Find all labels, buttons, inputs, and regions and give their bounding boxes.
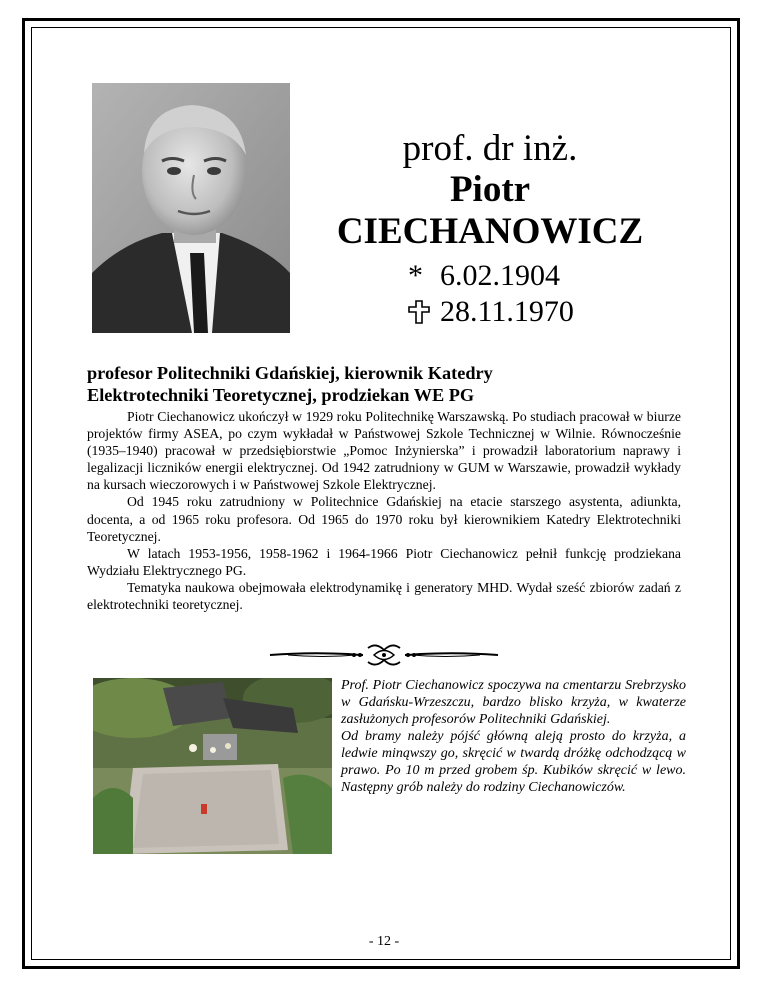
ornament-divider: [268, 640, 500, 670]
subtitle-line: Elektrotechniki Teoretycznej, prodziekan WE PG: [87, 385, 475, 405]
title-block: [320, 128, 660, 254]
grave-photo: [93, 678, 332, 854]
biography-paragraph: Od 1945 roku zatrudniony w Politechnice Gdańskiej na etacie starszego asystenta, adiunkta, docenta, a od 1965 roku profesora. Od 1965 do 1970 roku był kierownikiem Katedry Elektrotechniki Teoretycznej.: [87, 494, 681, 544]
biography-paragraph: Piotr Ciechanowicz ukończył w 1929 roku Politechnikę Warszawską. Po studiach pracował w biurze projektów firmy ASEA, po czym wykładał w Państwowej Szkole Technicznej w Wilnie. Równocześnie (1935–1940) pracował w przedsiębiorstwie „Pomoc Inżynierska” i prowadził laboratorium naprawy i legalizacji liczników energii elektrycznej. Od 1942 zatrudniony w GUM w Warszawie, prowadził wykłady na kursach wieczorowych i w Państwowej Szkole Elektrycznej.: [87, 409, 681, 493]
biography: [87, 408, 681, 613]
grave-caption: [341, 677, 686, 796]
death-date-row: [408, 294, 688, 330]
cross-icon: [408, 300, 440, 324]
page-number: - 12 -: [368, 934, 400, 949]
subtitle-line: profesor Politechniki Gdańskiej, kierownik Katedry: [87, 363, 493, 383]
biography-paragraph: W latach 1953-1956, 1958-1962 i 1964-1966 Piotr Ciechanowicz pełnił funkcję prodziekana Wydziału Elektrycznego PG.: [87, 545, 681, 578]
birth-asterisk: *: [408, 259, 423, 292]
portrait-photo: [92, 83, 290, 333]
caption-paragraph: Od bramy należy pójść główną aleją prosto do krzyża, a ledwie minąwszy go, skręcić w twardą dróżkę odchodzącą w prawo. Po 10 m przed grobem śp. Kubików skręcić w lewo. Następny grób należy do rodziny Ciechanowiczów.: [341, 729, 686, 795]
first-name: Piotr: [449, 169, 531, 210]
birth-date-row: [408, 258, 688, 294]
death-date: 28.11.1970: [440, 295, 574, 328]
biography-paragraph: Tematyka naukowa obejmowała elektrodynamikę i generatory MHD. Wydał sześć zbiorów zadań z elektrotechniki teoretycznej.: [87, 579, 681, 613]
last-name: CIECHANOWICZ: [336, 211, 644, 252]
life-dates: [408, 258, 688, 330]
caption-paragraph: Prof. Piotr Ciechanowicz spoczywa na cmentarzu Srebrzysko w Gdańsku-Wrzeszczu, bardzo blisko krzyża, w kwaterze zasłużonych profesorów Politechniki Gdańskiej.: [341, 678, 686, 727]
academic-title: prof. dr inż.: [402, 128, 578, 169]
subtitle: [87, 362, 687, 406]
birth-date: 6.02.1904: [440, 259, 560, 292]
